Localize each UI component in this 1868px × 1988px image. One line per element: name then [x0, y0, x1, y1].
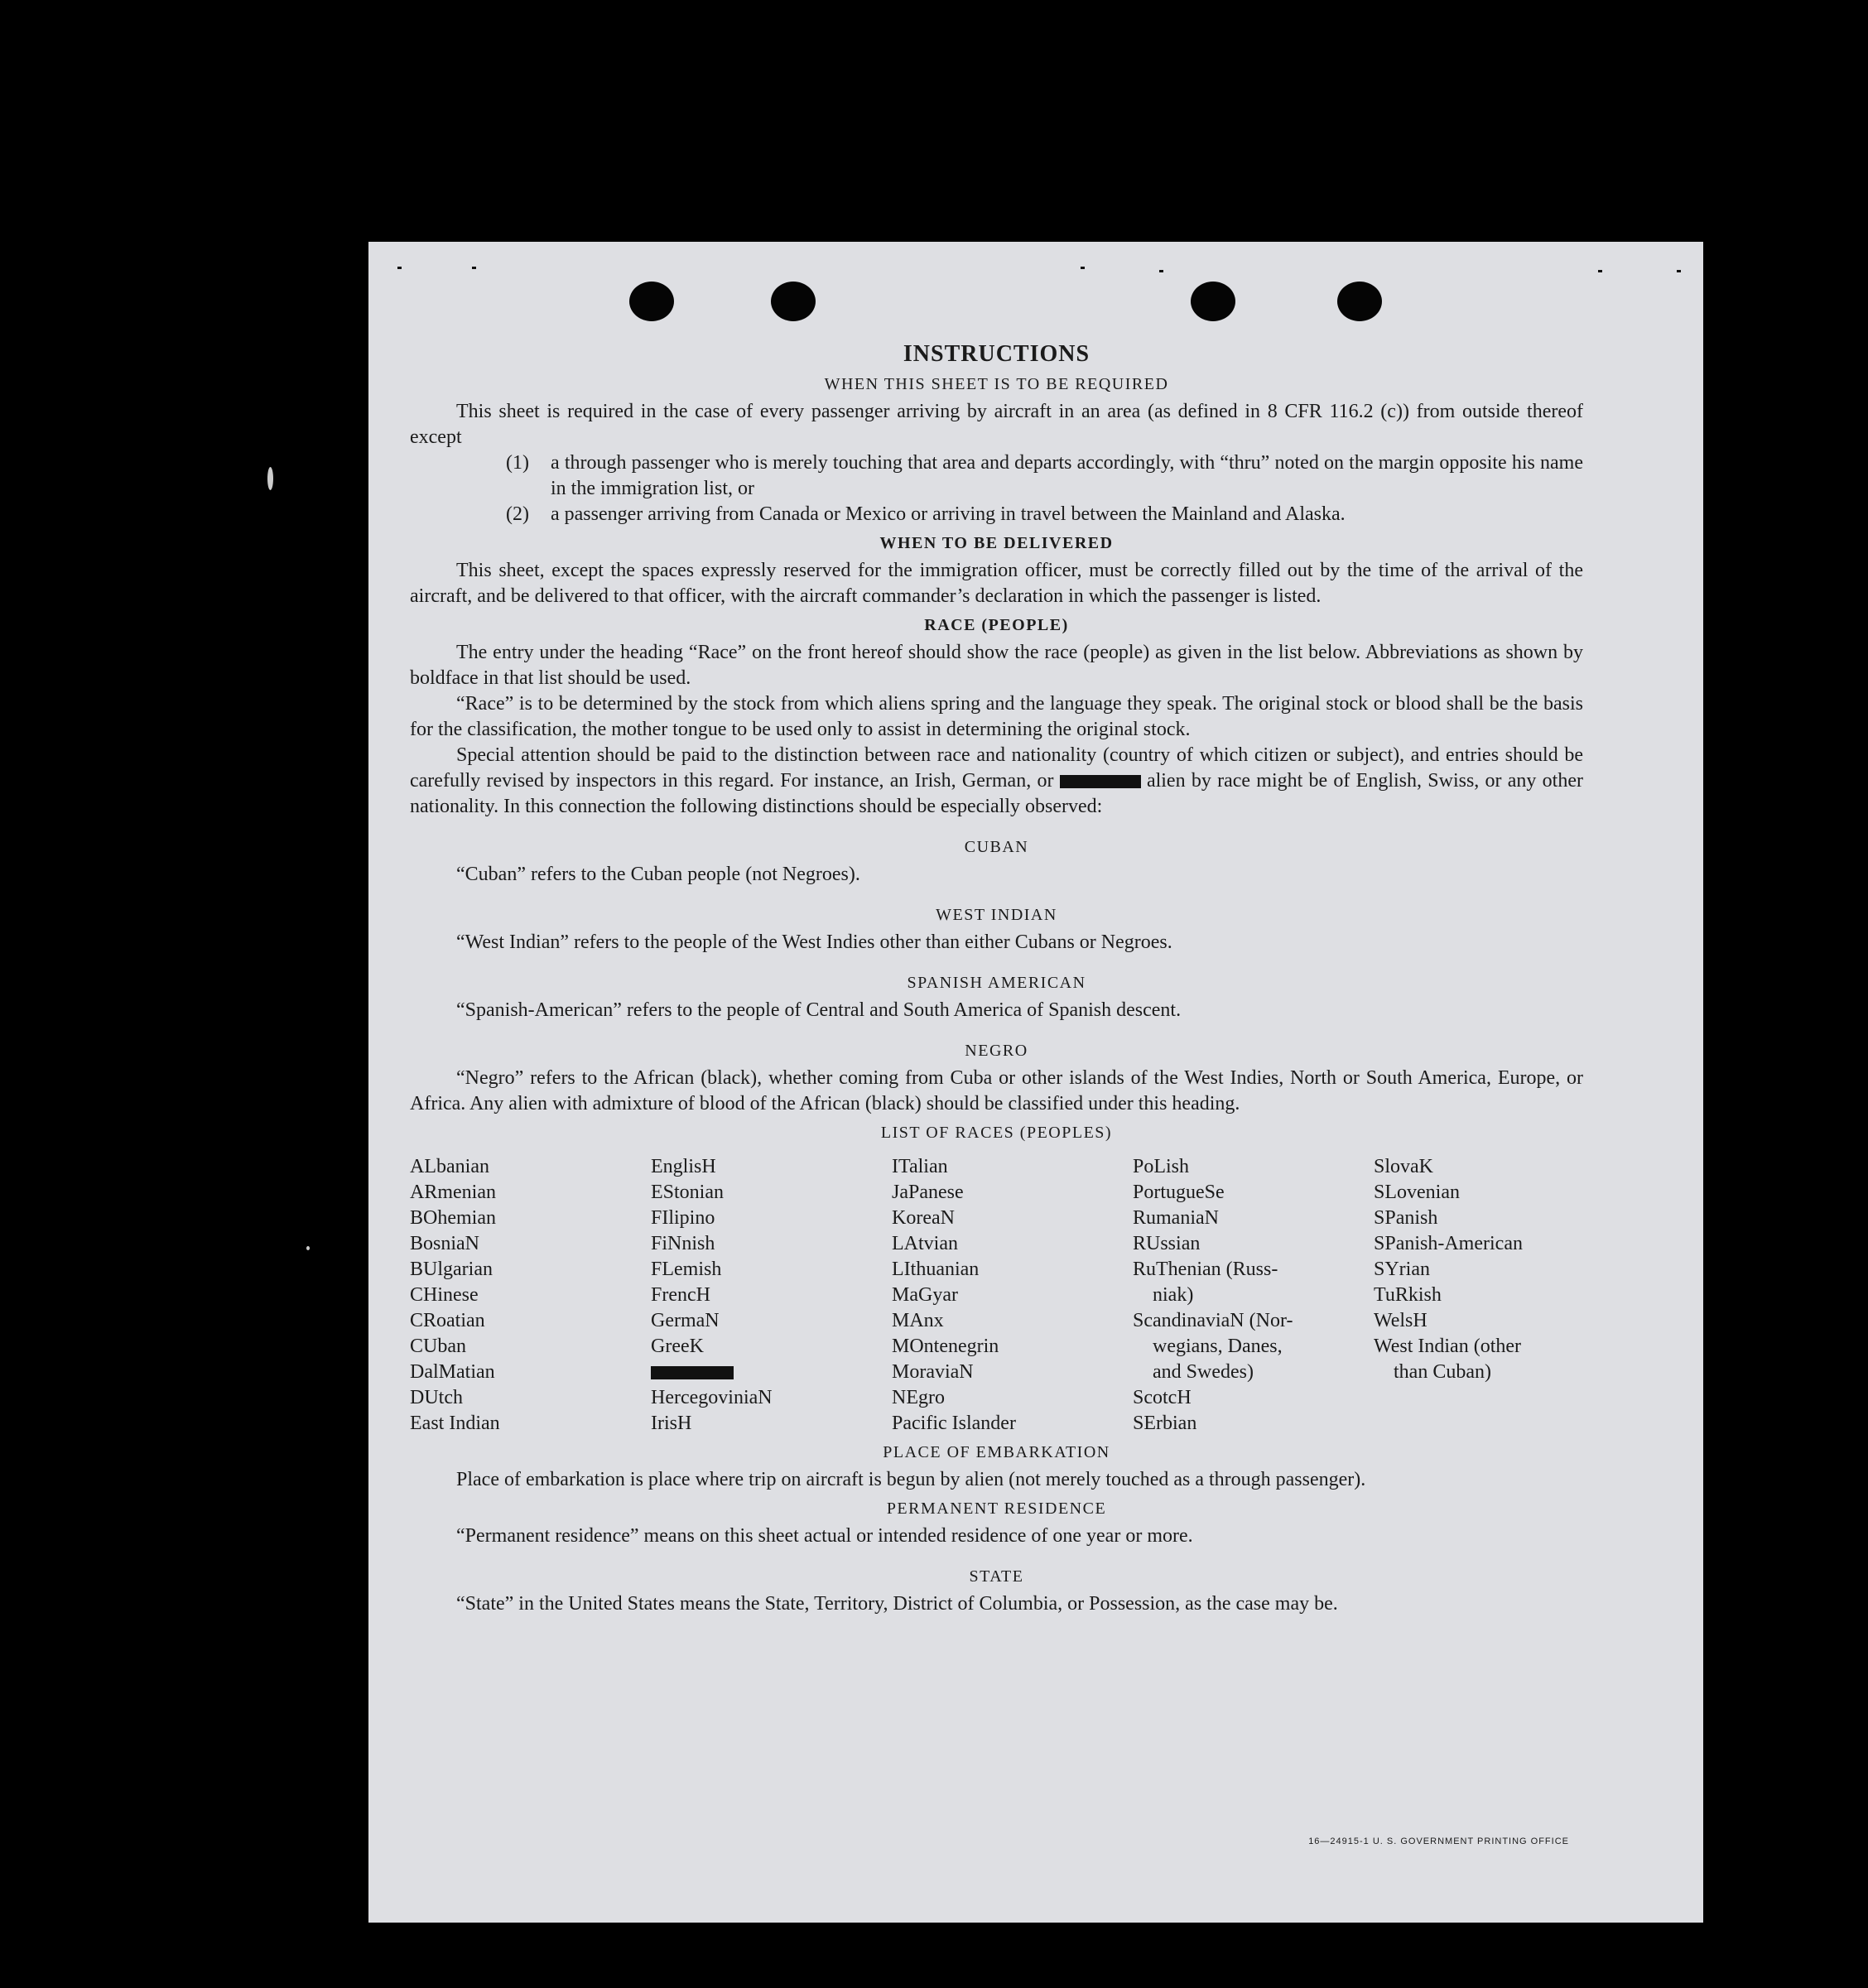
paragraph: “State” in the United States means the State, Territory, District of Columbia, or Possession, as the case may be.: [456, 1593, 1338, 1615]
race-entry: niak): [1133, 1284, 1194, 1306]
race-entry: GreeK: [651, 1336, 704, 1357]
race-entry: ALbanian: [410, 1156, 489, 1177]
punch-hole: [1337, 282, 1382, 321]
list-item: (2) a passenger arriving from Canada or Mexico or arriving in travel between the Mainland and Alaska.: [506, 503, 1346, 525]
speck: [472, 267, 476, 269]
punch-hole: [629, 282, 674, 321]
race-column: [410, 1154, 651, 1437]
race-entry: FLemish: [651, 1259, 722, 1280]
paragraph: Special attention should be paid to the distinction between race and nationality (country of which citizen or subject), and entries should be carefully revised by inspectors in this regard. For instance, an Irish, German, or alien by race might be of English, Swiss, or any other nationality. In this connection the following distinctions should be especially observed:: [410, 744, 1583, 817]
race-entry: CUban: [410, 1336, 466, 1357]
race-entry: RuThenian (Russ-: [1133, 1259, 1278, 1280]
race-entry: East Indian: [410, 1413, 500, 1434]
race-entry: JaPanese: [892, 1182, 964, 1203]
race-entry: GermaN: [651, 1310, 720, 1331]
race-entry: BosniaN: [410, 1233, 479, 1254]
race-entry: DUtch: [410, 1387, 463, 1408]
paragraph: “Negro” refers to the African (black), whether coming from Cuba or other islands of the West Indies, North or South America, Europe, or Africa. Any alien with admixture of blood of the African (black) should be classified under this heading.: [410, 1067, 1583, 1114]
printing-office-code: 16—24915-1 U. S. GOVERNMENT PRINTING OFFICE: [1308, 1836, 1569, 1846]
speck: [306, 1246, 310, 1250]
race-entry: WelsH: [1374, 1310, 1427, 1331]
paragraph: “Permanent residence” means on this sheet actual or intended residence of one year or more.: [456, 1525, 1193, 1547]
race-list: [410, 1154, 1583, 1437]
race-entry: FiNnish: [651, 1233, 715, 1254]
race-entry: CRoatian: [410, 1310, 485, 1331]
section-heading: CUBAN: [964, 838, 1029, 856]
race-entry: HercegoviniaN: [651, 1387, 773, 1408]
race-entry: than Cuban): [1374, 1361, 1491, 1383]
race-entry: RumaniaN: [1133, 1207, 1219, 1229]
race-entry: RUssian: [1133, 1233, 1201, 1254]
race-entry: SLovenian: [1374, 1182, 1460, 1203]
race-entry: wegians, Danes,: [1133, 1336, 1283, 1357]
race-entry: and Swedes): [1133, 1361, 1254, 1383]
page-title: INSTRUCTIONS: [903, 341, 1090, 367]
redaction-mark: [651, 1366, 734, 1379]
race-column: [651, 1154, 892, 1437]
punch-hole: [771, 282, 816, 321]
race-entry: SPanish: [1374, 1207, 1438, 1229]
speck: [1081, 267, 1085, 269]
race-entry: IrisH: [651, 1413, 692, 1434]
section-heading: WHEN THIS SHEET IS TO BE REQUIRED: [824, 375, 1169, 393]
race-entry: FrencH: [651, 1284, 710, 1306]
race-entry: BOhemian: [410, 1207, 496, 1229]
race-entry: Pacific Islander: [892, 1413, 1016, 1434]
race-entry: West Indian (other: [1374, 1336, 1522, 1357]
paragraph: This sheet, except the spaces expressly reserved for the immigration officer, must be correctly filled out by the time of the arrival of the aircraft, and be delivered to that officer, with the aircraft commander’s declaration in which the passenger is listed.: [410, 560, 1583, 607]
race-entry: EnglisH: [651, 1156, 716, 1177]
document-sheet: [368, 242, 1703, 1923]
race-entry: MaGyar: [892, 1284, 958, 1306]
race-entry: EStonian: [651, 1182, 724, 1203]
race-entry: ARmenian: [410, 1182, 496, 1203]
section-heading: SPANISH AMERICAN: [907, 974, 1086, 992]
race-entry: MOntenegrin: [892, 1336, 999, 1357]
race-entry: PortugueSe: [1133, 1182, 1225, 1203]
race-entry: SlovaK: [1374, 1156, 1433, 1177]
race-entry: SYrian: [1374, 1259, 1430, 1280]
race-entry: PoLish: [1133, 1156, 1190, 1177]
paragraph: The entry under the heading “Race” on the front hereof should show the race (people) as given in the list below. Abbreviations as shown by boldface in that list should be used.: [410, 642, 1583, 689]
race-entry: BUlgarian: [410, 1259, 493, 1280]
race-column: [1133, 1154, 1374, 1437]
race-entry: FIlipino: [651, 1207, 715, 1229]
race-column: [1374, 1154, 1589, 1437]
speck: [1598, 270, 1602, 272]
speck: [1677, 270, 1681, 272]
race-entry: MAnx: [892, 1310, 944, 1331]
race-entry: KoreaN: [892, 1207, 955, 1229]
paragraph: This sheet is required in the case of every passenger arriving by aircraft in an area (as defined in 8 CFR 116.2 (c)) from outside thereof except: [410, 401, 1583, 448]
speck: [397, 267, 402, 269]
race-entry: TuRkish: [1374, 1284, 1442, 1306]
section-heading: RACE (PEOPLE): [924, 616, 1069, 634]
instructions-content: [410, 341, 1583, 1617]
paragraph: “Spanish-American” refers to the people of Central and South America of Spanish descent.: [456, 999, 1182, 1021]
redaction-mark: [1060, 775, 1141, 788]
section-heading: WEST INDIAN: [936, 906, 1057, 924]
race-entry: DalMatian: [410, 1361, 495, 1383]
race-column: [892, 1154, 1133, 1437]
list-item: (1) a through passenger who is merely touching that area and departs accordingly, with “thru” noted on the margin opposite his name in the immigration list, or: [506, 452, 1583, 499]
race-entry: SPanish-American: [1374, 1233, 1523, 1254]
race-entry: ScandinaviaN (Nor-: [1133, 1310, 1293, 1331]
paragraph: “Cuban” refers to the Cuban people (not Negroes).: [456, 864, 860, 885]
race-entry: ScotcH: [1133, 1387, 1192, 1408]
section-heading: PERMANENT RESIDENCE: [886, 1499, 1107, 1518]
section-heading: LIST OF RACES (PEOPLES): [880, 1124, 1113, 1142]
section-heading: PLACE OF EMBARKATION: [883, 1443, 1110, 1461]
race-entry: CHinese: [410, 1284, 479, 1306]
race-entry: NEgro: [892, 1387, 945, 1408]
race-entry: LIthuanian: [892, 1259, 980, 1280]
race-entry: LAtvian: [892, 1233, 958, 1254]
speck: [267, 467, 273, 490]
redacted-entry: [651, 1360, 892, 1385]
section-heading: WHEN TO BE DELIVERED: [879, 534, 1114, 552]
paragraph: Place of embarkation is place where trip on aircraft is begun by alien (not merely touched as a through passenger).: [456, 1469, 1366, 1490]
race-entry: ITalian: [892, 1156, 948, 1177]
race-entry: MoraviaN: [892, 1361, 974, 1383]
section-heading: NEGRO: [965, 1042, 1028, 1060]
paragraph: “West Indian” refers to the people of the West Indies other than either Cubans or Negroes.: [456, 931, 1172, 953]
race-entry: SErbian: [1133, 1413, 1197, 1434]
paragraph: “Race” is to be determined by the stock from which aliens spring and the language they speak. The original stock or blood shall be the basis for the classification, the mother tongue to be used only to assist in determining the original stock.: [410, 693, 1583, 740]
speck: [1159, 270, 1163, 272]
punch-hole: [1191, 282, 1235, 321]
section-heading: STATE: [969, 1567, 1024, 1586]
